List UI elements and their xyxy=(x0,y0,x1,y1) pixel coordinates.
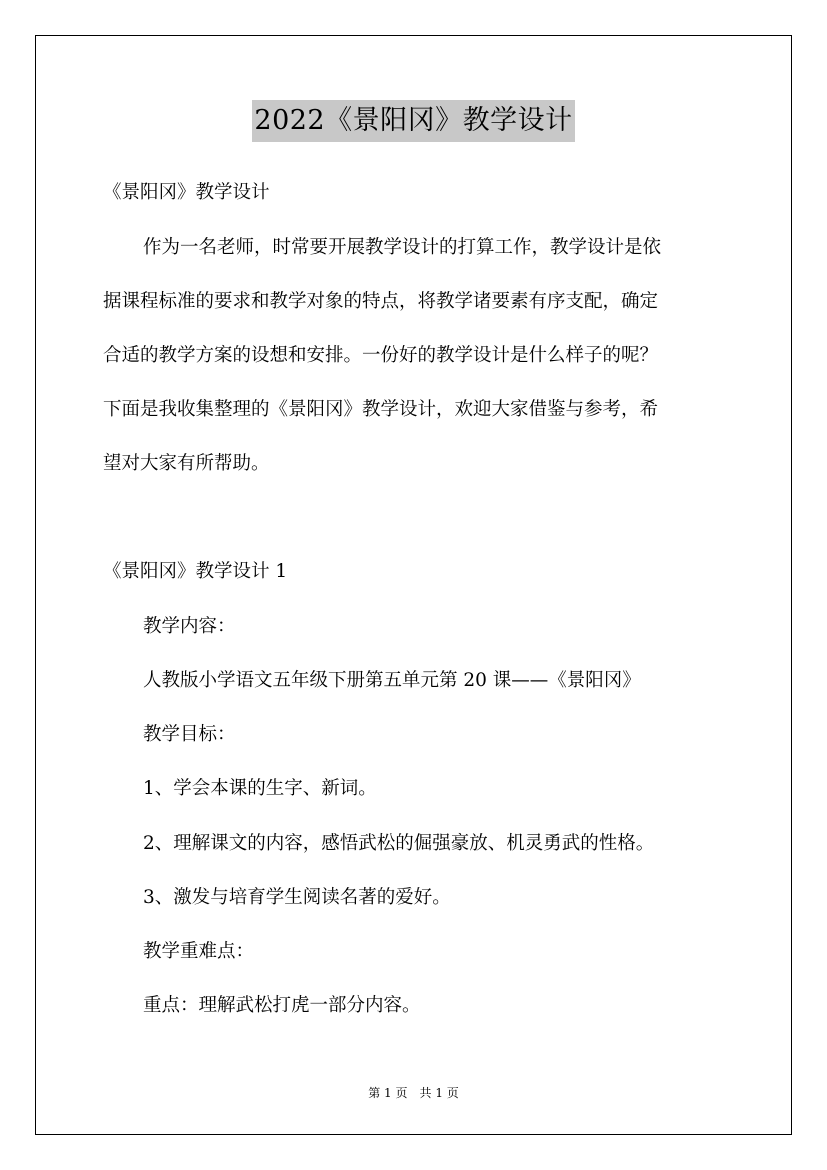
document-title-text: 2022《景阳冈》教学设计 xyxy=(252,100,574,142)
section-line-7: 教学重难点： xyxy=(143,941,255,962)
intro-line-2: 据课程标准的要求和教学对象的特点，将教学诸要素有序支配，确定 xyxy=(103,291,659,312)
section-line-1: 教学内容： xyxy=(143,616,236,637)
document-subtitle: 《景阳冈》教学设计 xyxy=(103,182,270,203)
section-line-6: 3、激发与培育学生阅读名著的爱好。 xyxy=(143,887,451,908)
intro-line-5: 望对大家有所帮助。 xyxy=(103,453,270,474)
intro-line-1: 作为一名老师，时常要开展教学设计的打算工作，教学设计是依 xyxy=(143,237,662,258)
section-heading: 《景阳冈》教学设计 1 xyxy=(103,561,288,582)
section-line-2: 人教版小学语文五年级下册第五单元第 20 课——《景阳冈》 xyxy=(143,670,641,691)
section-line-5: 2、理解课文的内容，感悟武松的倔强豪放、机灵勇武的性格。 xyxy=(143,833,655,854)
page-footer: 第 1 页 共 1 页 xyxy=(368,1086,459,1100)
intro-line-4: 下面是我收集整理的《景阳冈》教学设计，欢迎大家借鉴与参考，希 xyxy=(103,399,659,420)
section-line-3: 教学目标： xyxy=(143,724,236,745)
document-title xyxy=(0,100,827,142)
section-line-4: 1、学会本课的生字、新词。 xyxy=(143,778,377,799)
section-line-8: 重点：理解武松打虎一部分内容。 xyxy=(143,995,421,1016)
intro-line-3: 合适的教学方案的设想和安排。一份好的教学设计是什么样子的呢？ xyxy=(103,345,659,366)
